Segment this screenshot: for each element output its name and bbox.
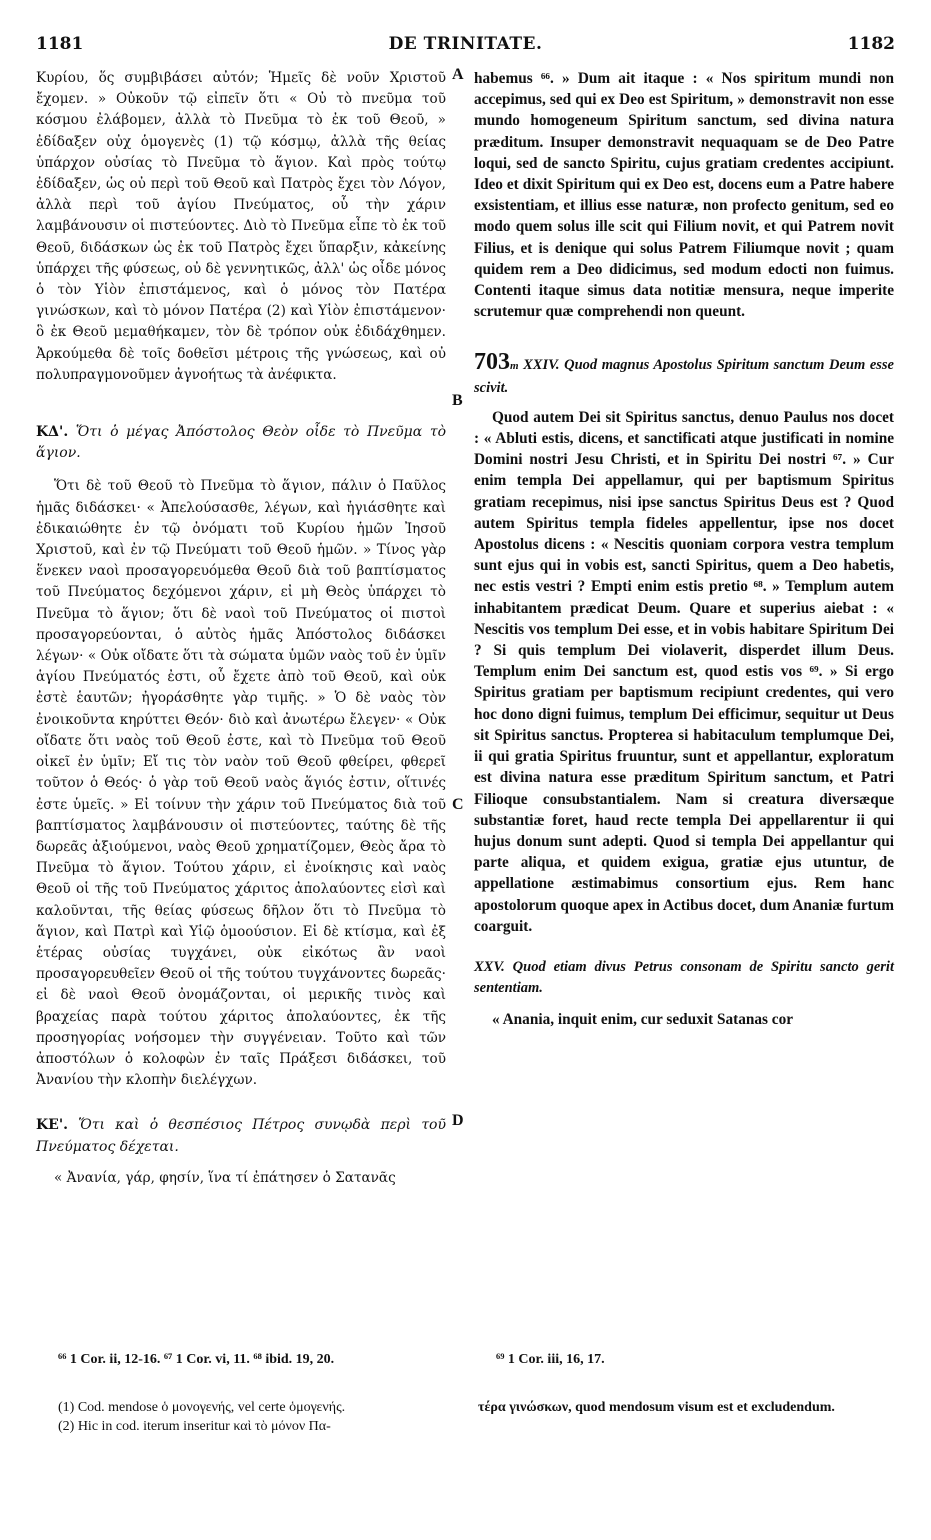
latin-paragraph-3: « Anania, inquit enim, cur seduxit Satanas cor (492, 1011, 794, 1029)
greek-column (36, 68, 446, 1189)
greek-paragraph-3: « Ἀνανία, γάρ, φησίν, ἵνα τί ἐπάτησεν ὁ Σατανᾶς (54, 1169, 396, 1186)
page-number-left: 1181 (36, 34, 84, 54)
latin-chapter-24-heading (474, 349, 894, 398)
footnotes (58, 1398, 468, 1436)
running-header (36, 34, 895, 58)
latin-paragraph-2: Quod autem Dei sit Spiritus sanctus, denuo Paulus nos docet : « Abluti estis, dicens, et sanctificati atque justificati in nomine Domini nostri Jesu Christi, et in Spiritu Dei nostri ⁶⁷. » Cur enim templa Dei appellamur, qui per baptismum Spiritus gratiam recepimus, nisi ipse sanctus Spiritus Deus est ? Quod autem Spiritus templa fideles appellentur, ipse nos docet Apostolus dicens : « Nescitis quoniam corpora vestra templum sunt ejus qui in vobis est, sancti Spiritus, quem a Deo habetis, nec estis vestri ? Empti enim estis pretio ⁶⁸. » Templum autem inhabitantem prædicat Deum. Quare et superius aiebat : « Nescitis vos templum Dei esse, et in vobis habitare Spiritum Dei ? Si quis templum Dei violaverit, disperdet illum Deus. Templum enim Dei sanctum est, quod estis vos ⁶⁹. » Si ergo Spiritus gratiam per baptismum recipiunt credentes, qui vero hoc dono digni fuimus, templum Dei efficimur, sequitur ut Deus sit Spiritus sanctus. Propterea si habitaculum templumque Dei, ii qui gratia Spiritus fruuntur, sunt et appellantur, exploratum est divina natura esse præditum Spiritum sanctum, et Patri Filioque consubstantialem. Nam si creatura diversæque substantiæ foret, haud recte templa Dei appellarentur ii qui hujus donum sunt adepti. Quod si templa Dei appellantur qui parte aliqua, et quidem exigua, gratiæ ejus utuntur, de appellatione æstimabimus consortium ejus. Rem hanc apostolorum quoque apex in Actibus docet, dum Ananiæ furtum coarguit. (474, 408, 894, 935)
latin-chapter-24-title: XXIV. Quod magnus Apostolus Spiritum sanctum Deum esse scivit. (474, 357, 894, 396)
footnote-2-continuation: τέρα γινώσκων, quod mendosum visum est et excludendum. (478, 1400, 835, 1415)
margin-letter-a: A (452, 66, 464, 83)
greek-chapter-24-heading (36, 422, 446, 464)
greek-chapter-25-heading (36, 1115, 446, 1157)
greek-chapter-25-number: ΚΕ'. (36, 1117, 68, 1134)
latin-scripture-references: ⁶⁹ 1 Cor. iii, 16, 17. (496, 1352, 605, 1367)
greek-paragraph-1: Κυρίου, ὅς συμβιβάσει αὐτόν; Ἡμεῖς δὲ νοῦν Χριστοῦ ἔχομεν. » Οὐκοῦν τῷ εἰπεῖν ὅτι « Οὐ τὸ πνεῦμα τοῦ κόσμου ἐλάβομεν, ἀλλὰ τὸ Πνεῦμα τὸ ἐκ τοῦ Θεοῦ, » ἐδίδαξεν οὐχ ὁμογενὲς (1) τῷ κόσμῳ, ἀλλὰ τῆς θείας ὑπάρχον οὐσίας τὸ Πνεῦμα τὸ ἅγιον. Καὶ πρὸς τούτῳ ἐδίδαξεν, ὡς οὐ περὶ τοῦ Θεοῦ καὶ Πατρὸς ἔχει τὸν Λόγον, ἀλλὰ περὶ τοῦ ἁγίου Πνεύματος, οὗ τὴν χάριν λαμβάνουσιν οἱ πιστεύοντες. Διὸ τὸ Πνεῦμα εἶπε τὸ ἐκ τοῦ Θεοῦ, διδάσκων ὡς ἐκ τοῦ Πατρὸς ἔχει ὕπαρξιν, κἀκείνης ὑπάρχει τῆς φύσεως, οὐ δὲ γεννητικῶς, ἀλλ' ὡς οἶδε μόνος ὁ τὸν Υἱὸν ἐπιστάμενος, καὶ ὁ μόνος τὸν Πατέρα γινώσκων, καὶ τὸ μόνον Πατέρα (2) καὶ Υἱὸν ἐπιστάμενον· ὃ ἐκ Θεοῦ μεμαθήκαμεν, τὸν δὲ τρόπον οὐκ ἐδιδάχθημεν. Ἀρκούμεθα δὲ τοῖς δοθεῖσι μέτροις τῆς γνώσεως, καὶ οὐ πολυπραγμονοῦμεν ἀγνοήτως τὰ ἀνέφικτα. (36, 70, 446, 383)
greek-chapter-24-title: Ὅτι ὁ μέγας Ἀπόστολος Θεὸν οἶδε τὸ Πνεῦμα τὸ ἅγιον. (36, 424, 446, 462)
footnote-1: (1) Cod. mendose ὁ μονογενής, vel certe ὁμογενής. (58, 1400, 346, 1415)
greek-paragraph-2: Ὅτι δὲ τοῦ Θεοῦ τὸ Πνεῦμα τὸ ἅγιον, πάλιν ὁ Παῦλος ἡμᾶς διδάσκει· « Ἀπελούσασθε, λέγων, καὶ ἡγιάσθητε καὶ ἐδικαιώθητε ἐν τῷ ὀνόματι τοῦ Κυρίου ἡμῶν Ἰησοῦ Χριστοῦ, καὶ ἐν τῷ Πνεύματι τοῦ Θεοῦ ἡμῶν. » Τίνος γὰρ ἕνεκεν ναοὶ προσαγορευόμεθα Θεοῦ διὰ τοῦ βαπτίσματος τοῦ Πνεύματος δεχόμενοι χάριν, εἰ μὴ Θεὸς ὑπάρχει τὸ Πνεῦμα τὸ ἅγιον; ὅτι δὲ ναοὶ τοῦ Πνεύματος οἱ πιστοὶ προσαγορεύονται, ὁ αὐτὸς ἡμᾶς Ἀπόστολος διδάσκει λέγων· « Οὐκ οἴδατε ὅτι τὰ σώματα ὑμῶν ναὸς τοῦ ἐν ὑμῖν ἁγίου Πνεύματός ἐστι, οὗ ἔχετε ἀπὸ τοῦ Θεοῦ, καὶ οὐκ ἐστὲ ἑαυτῶν; ἠγοράσθητε γὰρ τιμῆς. » Ὁ δὲ ναὸς τὸν ἐνοικοῦντα κηρύττει Θεόν· διὸ καὶ ἀνωτέρω ἔλεγεν· « Οὐκ οἴδατε ὅτι ναὸς τοῦ Θεοῦ ἐστε, καὶ τὸ Πνεῦμα τοῦ Θεοῦ οἰκεῖ ἐν ὑμῖν; Εἴ τις τὸν ναὸν τοῦ Θεοῦ φθείρει, φθερεῖ τοῦτον ὁ Θεός· ὁ γὰρ τοῦ Θεοῦ ναὸς ἅγιός ἐστιν, οἵτινές ἐστε ὑμεῖς. » Εἰ τοίνυν τὴν χάριν τοῦ Πνεύματος διὰ τοῦ βαπτίσματος λαμβάνουσιν οἱ πιστεύοντες, ταύτης δὲ τῆς δωρεᾶς ἀξιούμενοι, ναὸς Θεοῦ χρηματίζομεν, Θεὸς ἄρα τὸ Πνεῦμα τὸ ἅγιον. Τούτου χάριν, εἰ ἐνοίκησις καὶ ναὸς Θεοῦ οἱ τῆς τοῦ Πνεύματος χάριτος ἀπολαύοντες εἰσὶ καὶ καλοῦνται, τῆς θείας φύσεως δῆλον ὅτι τὸ Πνεῦμα τὸ ἅγιον, καὶ Πατρὶ καὶ Υἱῷ ὁμοούσιον. Εἰ δὲ κτίσμα, καὶ ἐξ ἑτέρας οὐσίας τυγχάνει, οὐκ εἰκότως ἂν ναοὶ προσαγορευθεῖεν Θεοῦ οἱ τῆς τούτου τυγχάνοντες δωρεᾶς· εἰ δὲ ναοὶ Θεοῦ ὀνομάζονται, οἱ μερικῆς τινὸς καὶ βραχείας παρὰ τούτου χάριτος ἀπολαύοντες, ἐκ τῆς προσηγορίας νοήσομεν τὴν συγγένειαν. Τοῦτο καὶ τῶν ἀποστόλων ὁ κολοφὼν ἐν ταῖς Πράξεσι διδάσκει, τοῦ Ἀνανίου τὴν κλοπὴν διελέγχων. (36, 478, 446, 1089)
latin-paragraph-1: habemus ⁶⁶. » Dum ait itaque : « Nos spiritum mundi non accepimus, sed qui ex Deo est Spiritum, » demonstravit non esse mundo homogeneum Spiritum sanctum, sed divina natura præditum. Insuper demonstravit nequaquam se de Deo Patre loqui, sed de sancto Spiritu, cujus gratiam credentes accipiunt. Ideo et dixit Spiritum qui ex Deo est, docens eum a Patre habere exsistentiam, et illius esse naturæ, non profecto genitum, sed eo modo quem solus ille scit qui Filium novit, et qui Patrem novit Filius, et is denique qui solus Patrem Filiumque novit ; quam quidem rem a Deo didicimus, sed modum edocti non fuimus. Contenti itaque simus data notitiæ mensura, neque imperite scrutemur quæ comprehendi non queunt. (474, 70, 894, 321)
margin-letter-d: D (452, 1112, 464, 1129)
column-number-703: 703 (474, 349, 510, 376)
margin-letter-b: B (452, 392, 463, 409)
footnote-2: (2) Hic in cod. iterum inseritur καὶ τὸ μόνον Πα- (58, 1419, 331, 1434)
page-number-right: 1182 (847, 34, 895, 54)
latin-column (474, 68, 894, 1031)
greek-scripture-references: ⁶⁶ 1 Cor. ii, 12-16. ⁶⁷ 1 Cor. vi, 11. ⁶⁸ ibid. 19, 20. (58, 1352, 335, 1367)
greek-chapter-25-title: Ὅτι καὶ ὁ θεσπέσιος Πέτρος συνῳδὰ περὶ τοῦ Πνεύματος δέχεται. (36, 1117, 446, 1155)
column-number-suffix: m (510, 360, 519, 373)
margin-letter-c: C (452, 796, 464, 813)
running-title: DE TRINITATE. (388, 34, 543, 54)
greek-chapter-24-number: ΚΔ'. (36, 424, 69, 441)
latin-chapter-25-heading: XXV. Quod etiam divus Petrus consonam de Spiritu sancto gerit sententiam. (474, 958, 894, 997)
